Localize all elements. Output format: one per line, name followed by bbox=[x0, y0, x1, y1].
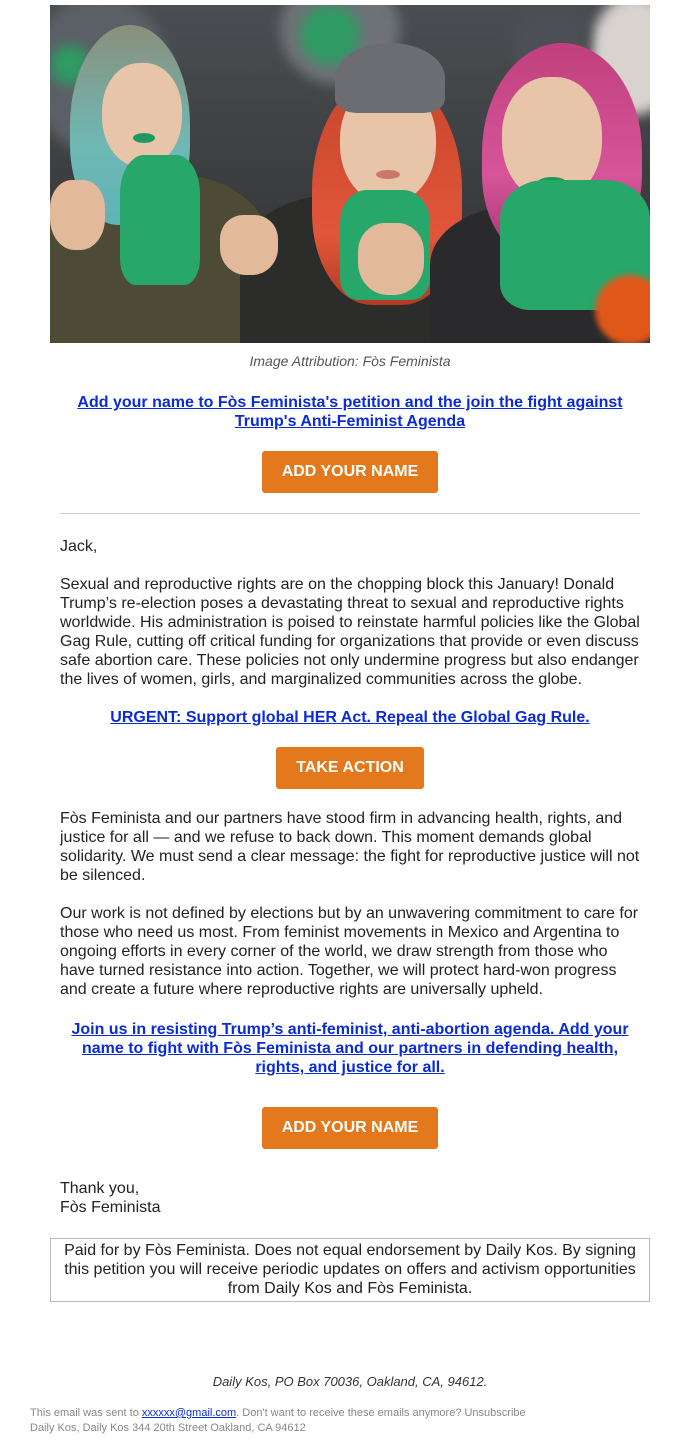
add-your-name-button[interactable]: ADD YOUR NAME bbox=[262, 451, 439, 493]
street-address: Daily Kos, Daily Kos 344 20th Street Oakland, CA 94612 bbox=[30, 1422, 306, 1434]
signature: Fòs Feminista bbox=[60, 1199, 161, 1216]
signoff: Thank you, bbox=[60, 1180, 140, 1197]
button-row-3 bbox=[50, 1107, 650, 1149]
unsubscribe-text[interactable]: . Don't want to receive these emails anymore? Unsubscribe bbox=[236, 1407, 526, 1419]
join-us-link[interactable]: Join us in resisting Trump’s anti-feminist, anti-abortion agenda. Add your name to fight with Fòs Feminista and our partners in defending health, rights, and justice for all. bbox=[71, 1021, 629, 1076]
divider bbox=[60, 513, 640, 514]
petition-headline-link[interactable]: Add your name to Fòs Feminista's petition and the join the fight against Trump's Anti-Feminist Agenda bbox=[77, 394, 623, 430]
image-caption: Image Attribution: Fòs Feminista bbox=[249, 353, 451, 369]
sent-to-line bbox=[30, 1406, 700, 1421]
greeting: Jack, bbox=[60, 538, 98, 555]
add-your-name-button-2[interactable]: ADD YOUR NAME bbox=[262, 1107, 439, 1149]
sent-prefix: This email was sent to bbox=[30, 1407, 142, 1419]
email-container bbox=[50, 5, 650, 1389]
disclaimer-box: Paid for by Fòs Feminista. Does not equal endorsement by Daily Kos. By signing this petition you will receive periodic updates on offers and activism opportunities from Daily Kos and Fòs Feminista. bbox=[50, 1238, 650, 1302]
recipient-email-link[interactable]: xxxxxx@gmail.com bbox=[141, 1407, 237, 1419]
paragraph-3: Our work is not defined by elections but by an unwavering commitment to care for those who need us most. From feminist movements in Mexico and Argentina to ongoing efforts in every corner of the world, we draw strength from those who have turned resistance into action. Together, we will protect hard-won progress and create a future where reproductive rights are universally upheld. bbox=[60, 905, 639, 998]
paragraph-2: Fòs Feminista and our partners have stood firm in advancing health, rights, and justice for all — and we refuse to back down. This moment demands global solidarity. We must send a clear message: the fight for reproductive justice will not be silenced. bbox=[60, 810, 640, 884]
button-row-2 bbox=[50, 747, 650, 789]
take-action-button[interactable]: TAKE ACTION bbox=[276, 747, 424, 789]
fineprint bbox=[30, 1406, 700, 1436]
postal-address: Daily Kos, PO Box 70036, Oakland, CA, 94612. bbox=[212, 1374, 488, 1389]
paragraph-1: Sexual and reproductive rights are on the chopping block this January! Donald Trump’s re-election poses a devastating threat to sexual and reproductive rights worldwide. His administration is poised to reinstate harmful policies like the Global Gag Rule, cutting off critical funding for organizations that provide or even discuss safe abortion care. These policies not only undermine progress but also endanger the lives of women, girls, and marginalized communities across the globe. bbox=[60, 576, 640, 688]
button-row-1 bbox=[50, 451, 650, 493]
urgent-link[interactable]: URGENT: Support global HER Act. Repeal the Global Gag Rule. bbox=[110, 709, 590, 726]
hero-image bbox=[50, 5, 650, 343]
